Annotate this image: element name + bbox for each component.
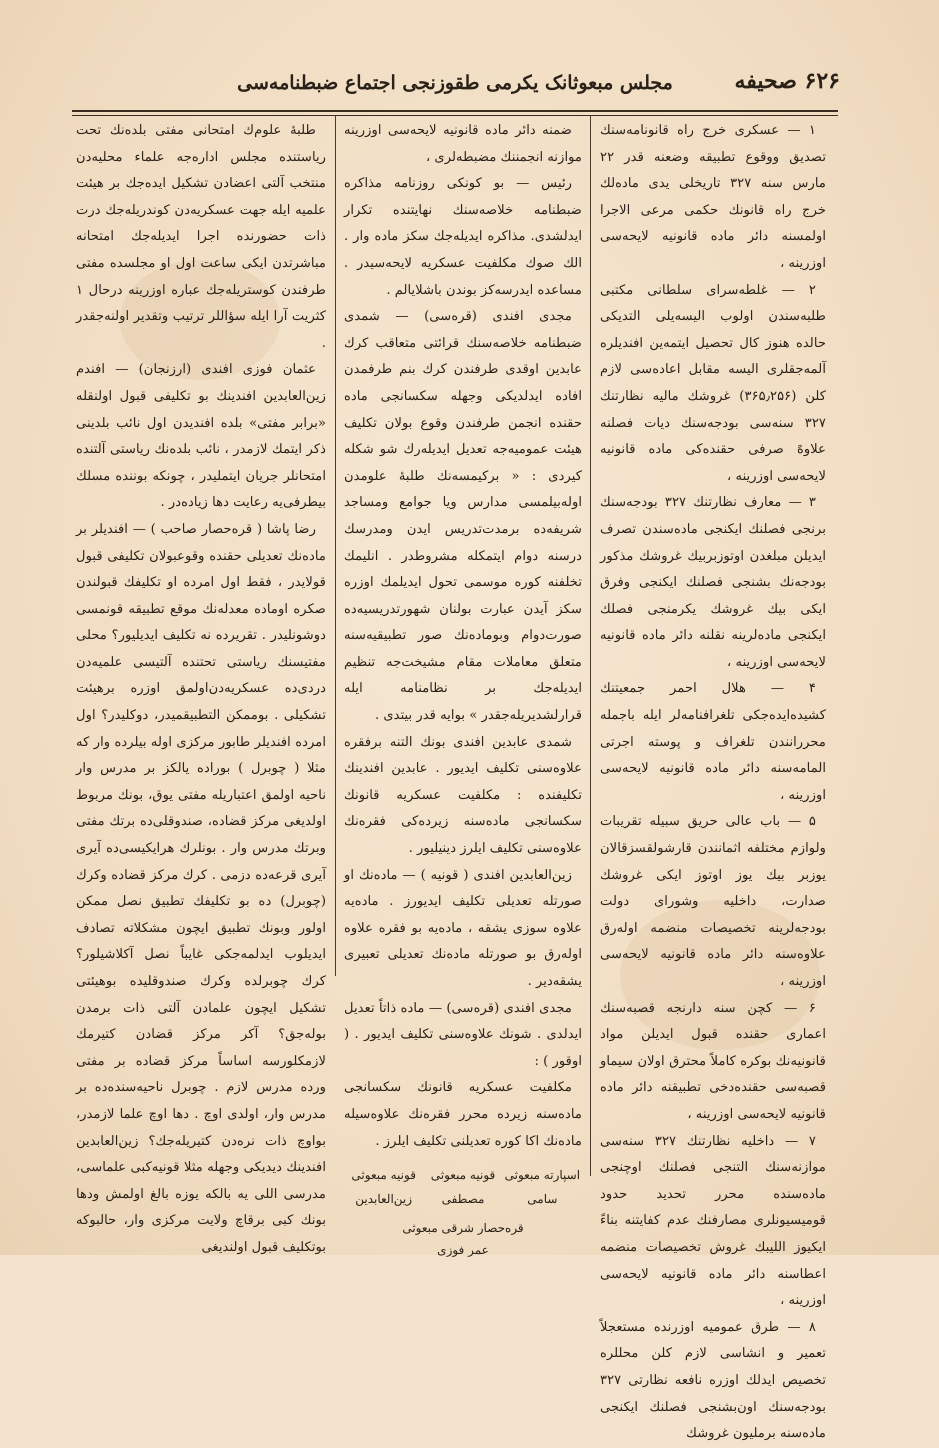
middle-column [344,118,582,1258]
right-column [600,118,826,1442]
signatory-name: عمر فوزی [437,1243,489,1258]
signatory-name: سامی [527,1192,558,1207]
signatory-title: قونیه مبعوثی [430,1168,496,1183]
signatory-title: قره‌حصار شرقی مبعوثی [402,1221,524,1236]
paragraph: شمدی عابدین افندی بونك التنه برفقره علاوه‌سنی تکلیف ایدیور . عابدین افندینك تکلیفنده : مکلفیت عسکریه قانونك سکسانجی ماده‌سنه زیرده‌کی فقره‌نك علاوه‌سنی تکلیف ایلرز دینیلیور . [344,734,582,857]
header-rule [72,110,838,116]
paragraph: مکلفیت عسکریه قانونك سکسانجی ماده‌سنه زیرده محرر فقره‌نك علاوه‌سیله ماده‌نك اکا کوره تعدیلنی تکلیف ایلرز . [344,1080,582,1149]
agenda-item: ۲ — غلطه‌سرای سلطانی مکتبی طلبه‌سندن اولوب الیسه‌یلی التدیکی حالده هنوز کال تحصیل ایتمه‌ین افندیلره آلمه‌جقلری الیسه مقابل اعاده‌سی لازم کلن (۳۶۵٫۲۵۶) غروشك مالیه نظارتنك ۳۲۷ سنه‌سی بودجه‌سنك دیات فصلنه علاوهً صرفی حقنده‌کی ماده قانونیه لایحه‌سی اوزرینه ، [600,282,826,484]
last-signatory [344,1217,582,1261]
left-column [76,118,326,1255]
agenda-item: ۴ — هلال احمر جمعیتنك کشیده‌ایده‌جکی تلغرافنامه‌لر ایله باجمله محررانندن تلغراف و پوسته اجرتی المامه‌سنه دائر ماده قانونیه لایحه‌سی اوزرینه ، [600,681,826,803]
running-title: مجلس مبعوثانک یکرمی طقوزنجی اجتماع ضبطنامه‌سی [237,72,673,94]
signatory-name: مصطفی [441,1192,485,1207]
signatory-title: قونیه مبعوثی [351,1168,416,1183]
paragraph: ضمنه دائر ماده قانونیه لایحه‌سی اوزرینه موازنه انجمننك مضبطه‌لری ، [344,123,582,165]
column-divider [590,116,591,1176]
signature-block [344,1163,582,1211]
paragraph: مجدی افندی (قره‌سی) — ماده ذاتاً تعدیل ایدلدی . شونك علاوه‌سنی تکلیف ایدیور . ( اوقور ) : [344,1000,582,1069]
signatory-title: اسپارته مبعوثی [504,1168,581,1183]
agenda-item: ۷ — داخلیه نظارتنك ۳۲۷ سنه‌سی موازنه‌سنك التنجی فصلنك اوچنجی ماده‌سنده محرر تحدید حدود قومیسیونلری مصارفنك عدم کفایتنه بناءً ایکیوز اللیبك غروش تخصیصات منضمه اعطاسنه دائر ماده قانونیه لایحه‌سی اوزرینه ، [600,1133,826,1309]
agenda-item: ۱ — عسکری خرج راه قانونامه‌سنك تصدیق ووقوع تطبیقه وضعنه قدر ۲۲ مارس سنه ۳۲۷ تاریخلی یدی ماده‌لك خرج راه قانونك حکمی مرعی الاجرا اولمسنه دائر ماده قانونیه لایحه‌سی اوزرینه ، [600,123,826,271]
paragraph: مجدی افندی (قره‌سی) — شمدی ضبطنامه خلاصه‌سنك قرائتی متعاقب کرك عابدین اوقدی طرفندن کرك بنم طرفمدن افاده ایدلدیکی وجهله سکسانجی ماده حقنده انجمن طرفندن وقوع بولان تکلیف هیئت عمومیه‌جه تعدیل ایدیله‌رك شو شکله کیردی : « برکیمسه‌نك طلبهٔ علومدن اوله‌بیلمسی مدارس ویا جوامع ومساجد شریفه‌ده برمدت‌تدریس ایدن ومدرسك درسنه دوام ایتمکله مشروطدر . انلیمك تخلفنه کوره موسمی تحول ایدیلمك اوزره سکز آیدن عبارت بولنان شهورتدریسیه‌ده صورت‌دوام وبوماده‌نك صور تطبیقیه‌سنه متعلق معاملات مقام مشیخت‌جه تنظیم ایدیله‌جك بر نظامنامه ایله قرارلشدیریله‌جقدر » بوایه قدر بیتدی . [344,309,582,724]
paragraph: عثمان فوزی افندی (ارزنجان) — افندم زین‌العابدین افندینك بو تکلیفی قبول اولنقله «برابر مفتی» بلده افندیدن اول نائب‌ بلدینی ذکر ایتمك لازمدر ، نائب بلده‌نك ریاستی آلتنده امتحانلر جریان ایتملیدر ، چونکه بوننده مسلك بیطرفی‌یه رعایت دها زیاده‌در . [76,362,326,511]
signatory-name: زین‌العابدین [355,1192,413,1207]
agenda-item: ۸ — طرق عمومیه اوزرنده مستعجلاً تعمیر و انشاسی لازم کلن محللره تخصیص ایدلك اوزره نافعه نظارتی ۳۲۷ بودجه‌سنك اون‌بشنجی فصلنك ایکنجی ماده‌سنه برملیون غروشك [600,1319,826,1442]
page-header [70,62,840,106]
paragraph: طلبهٔ علوم‌ك امتحانی مفتی بلده‌نك تحت ریاستنده مجلس اداره‌جه علماء محلیه‌دن منتخب آلتی اعضادن تشکیل ایده‌جك بر هیئت علمیه ایله جهت عسکریه‌دن کوندریله‌جك درت ذات حضورنده اجرا ایدیله‌جك امتحانه مباشرتدن ایکی ساعت اول او مجلسده مفتی طرفندن کوستریله‌جك عباره اوزرینه درحال ۱ کثریت آرا ایله سؤاللر ترتیب وتقدیر اولنه‌جقدر . [76,123,326,351]
agenda-item: ۳ — معارف نظارتنك ۳۲۷ بودجه‌سنك برنجی فصلنك ایکنجی ماده‌سندن تصرف ایدیلن مبلغدن اوتوزبربیك غروشك مذکور بودجه‌نك بشنجی فصلنك ایکنجی وفرق ایکی بیك غروشك یکرمنجی فصلك ایکنجی ماده‌لرینه نقلنه دائر ماده قانونیه لایحه‌سی اوزرینه ، [600,495,826,670]
agenda-item: ۶ — کچن سنه دارنجه قصبه‌سنك اعماری حقنده قبول ایدیلن مواد قانونیه‌نك بوکره کاملاً محترق اولان سیماو قصبه‌سی حقنده‌دخی تطبیقنه دائر ماده قانونیه لایحه‌سی اوزرینه ، [600,1000,826,1122]
paragraph: رضا پاشا ( قره‌حصار صاحب ) — افندیلر بر ماده‌نك تعدیلی حقنده وقوعبولان تکلیفی قبول قولایدر ، فقط اول امرده او تکلیفك قبولندن صکره اوماده معدله‌نك موقع تطبیقه قونمسی دوشونلیدر . تقریرده نه تکلیف ایدیلیور؟ محلی مفتیسنك ریاستی تحتنده آلتیسی علمیه‌دن دردی‌ده عسکریه‌دن‌اولمق اوزره برهیئت تشکیلی . بوممکن التطبیقمیدر، دوکلیدر؟ اول امرده افندیلر طابور مرکزی اوله‌ بیلرده وار که مثلا ( چوبرل ) بوراده یالکز بر مدرس وار ناحیه اولمق اعتباریله مفتی یوق، بونك مربوط اولدیغی مرکز قضاده، صندوقلی‌ده برتك مفتی وبرتك مدرس وار . بونلرك هرایکیسی‌ده آیری آیری قرعه‌ده دزمی . کرك مرکز قضاده وکرك (چوبرل) ده بو تکلیفك تطبیق نصل ممکن اولور وبونك تطبیق ایچون مشکلاته تصادف ایدیلوب ایدلمه‌جکی غایباً نصل آکلاشیلور؟ کرك چوبرلده وکرك صندوقلیده بوهیئتی تشکیل ایچون علمادن آلتی ذات برمدن بوله‌جق؟ آکر مرکز قضادن کتیرمك لازمکلورسه اساساً مرکز قضاده بر مفتی ورده مدرس لازم . چوبرل ناحیه‌سنده‌ده بر مدرس وار، اولدی اوچ . دها اوچ علما لازمدر، بواوچ ذات‌ نره‌دن کتیریله‌جك؟ زین‌العابدین افندینك دیدیکی وجهله مثلا قونیه‌کبی علماسی، مدرسی اللی‌ یه بالکه یوزه بالغ اولمش ودها بونك کبی برقاچ ولایت مرکزی وار، حالبوکه بوتکلیف قبول اولندیغی [76,521,326,1255]
paragraph: رئیس — بو کونکی روزنامه مذاکره ضبطنامه خلاصه‌سنك نهایتنده تکرار ایدلشدی. مذاکره ایدیله‌جك سکز ماده وار . الك صوك مکلفیت عسکریه لایحه‌سیدر . مساعده ایدرسه‌کز بوندن باشلایالم . [344,176,582,298]
column-divider [335,116,336,976]
agenda-item: ۵ — باب عالی حریق سبیله تقریبات ولوازم مختلفه اثمانندن قارشولقسزقالان یوزبر بیك یوز اوتوز ایکی غروشك صدارت، داخلیه وشورای دولت بودجه‌لرینه تخصیصات منضمه اوله‌رق علاوه‌سنه دائر ماده قانونیه لایحه‌سی اوزرینه ، [600,814,826,989]
page-number: ۶۲۶ صحیفه [734,68,840,94]
paragraph: زین‌العابدین افندی ( قونیه ) — ماده‌نك او صورتله تعدیلی تکلیف ایدیورز . ماده‌یه علاوه سوزی یشقه ، ماده‌یه بو فقره علاوه اوله‌رق بو صورتله ماده‌نك تعدیلی تعبیری یشقه‌دیر . [344,867,582,989]
